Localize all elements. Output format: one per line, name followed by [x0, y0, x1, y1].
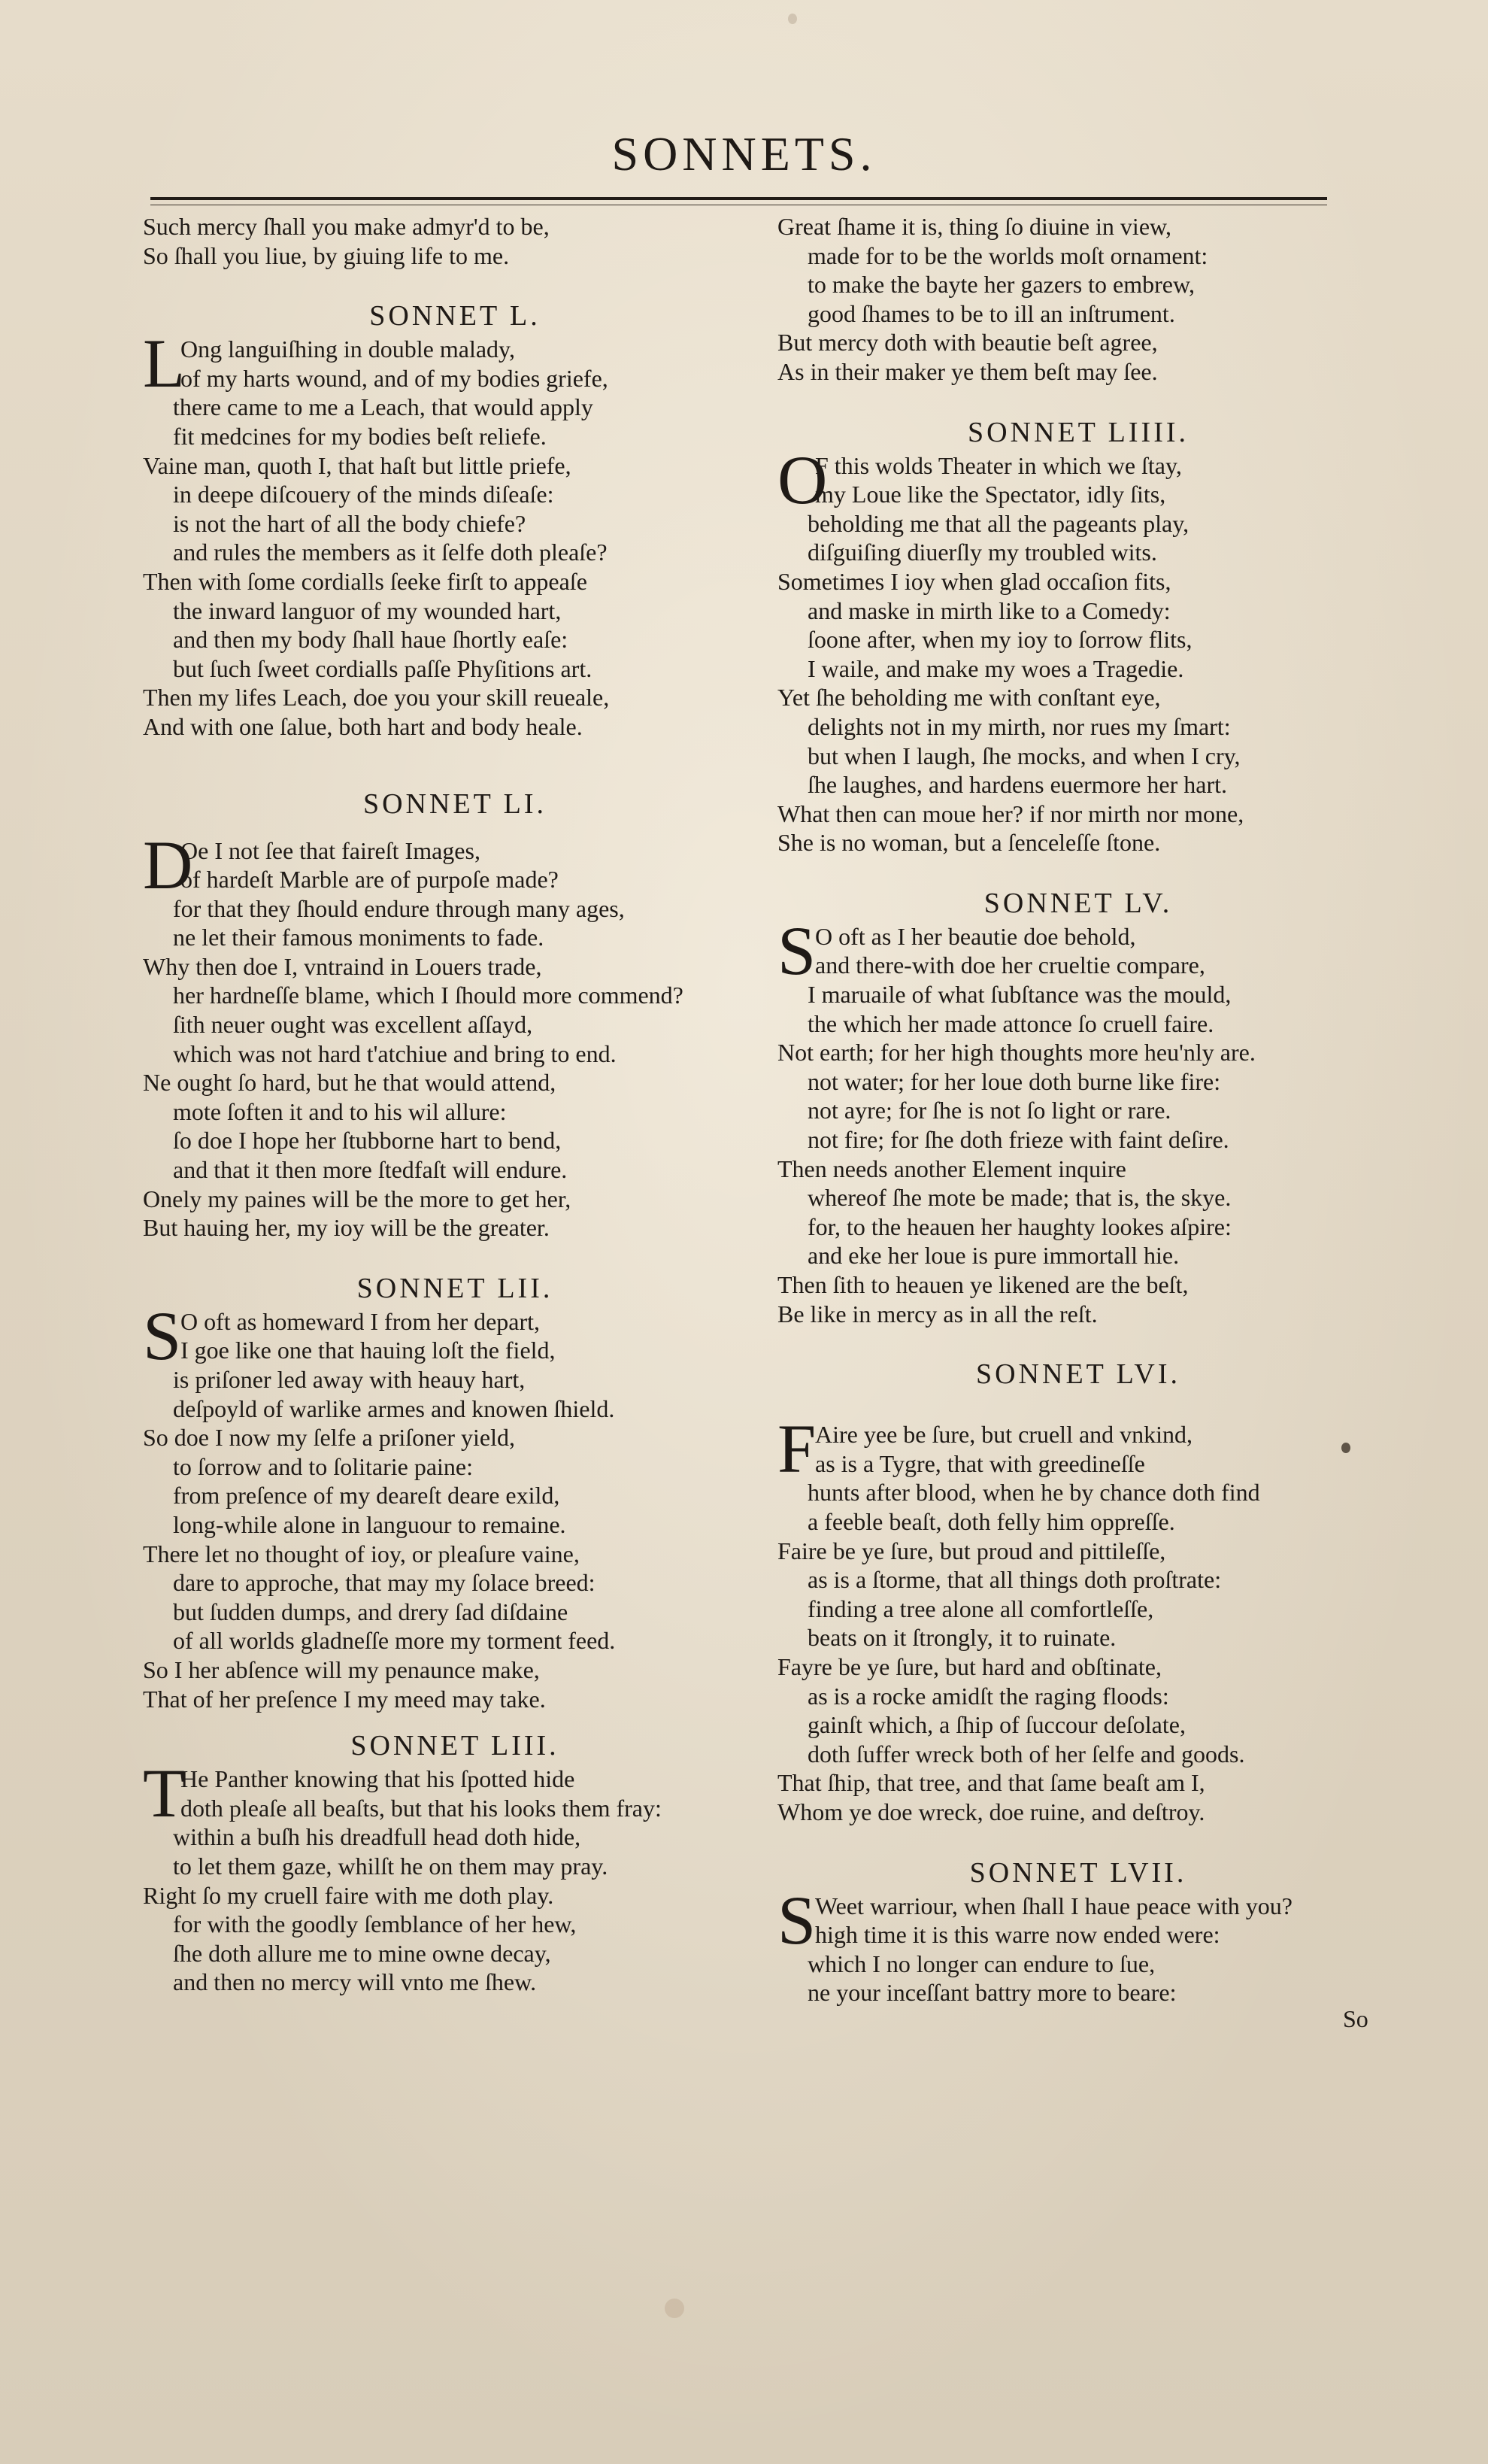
text-line: there came to me a Leach, that would apply — [173, 393, 593, 421]
text-line: doth pleaſe all beaſts, but that his looks them fray: — [180, 1794, 662, 1822]
text-line: Then ſith to heauen ye likened are the beſt, — [777, 1271, 1189, 1298]
text-line: dare to approche, that may my ſolace breed: — [173, 1569, 596, 1597]
text-line: is not the hart of all the body chiefe? — [173, 509, 526, 537]
text-line: Then needs another Element inquire — [777, 1155, 1126, 1182]
text-line: and maske in mirth like to a Comedy: — [808, 596, 1171, 624]
left-column — [143, 212, 767, 1997]
text-line: ne your inceſſant battry more to beare: — [808, 1979, 1177, 2007]
text-line: Sometimes I ioy when glad occaſion fits, — [777, 567, 1171, 595]
text-line: Fayre be ye ſure, but hard and obſtinate, — [777, 1652, 1162, 1680]
catchword: So — [1343, 2005, 1368, 2032]
text-line: and there-with doe her crueltie compare, — [815, 951, 1205, 979]
text-line: but ſudden dumps, and drery ſad diſdaine — [173, 1598, 568, 1625]
text-line: of my harts wound, and of my bodies griefe, — [180, 364, 608, 392]
text-line: not ayre; for ſhe is not ſo light or rare. — [808, 1097, 1171, 1124]
text-line: ne let their famous moniments to fade. — [173, 924, 544, 951]
sonnet-body — [777, 1881, 1379, 2007]
text-line: high time it is this warre now ended were: — [815, 1921, 1220, 1949]
text-line: not fire; for ſhe doth frieze with faint deſire. — [808, 1126, 1229, 1154]
sonnet-body — [777, 1410, 1379, 1826]
drop-cap: S — [143, 1297, 182, 1374]
text-line: I goe like one that hauing loſt the field, — [180, 1337, 556, 1364]
text-line: Such mercy ſhall you make admyr'd to be, — [143, 213, 550, 240]
text-line: But mercy doth with beautie beſt agree, — [777, 329, 1158, 357]
text-line: in deepe diſcouery of the minds diſeaſe: — [173, 481, 554, 508]
text-line: hunts after blood, when he by chance doth find — [808, 1479, 1260, 1507]
text-line: ſo doe I hope her ſtubborne hart to bend, — [173, 1127, 562, 1155]
header-rule — [150, 197, 1327, 200]
text-line: from preſence of my deareſt deare exild, — [173, 1482, 560, 1510]
text-line: to ſorrow and to ſolitarie paine: — [173, 1452, 473, 1480]
text-line: mote ſoften it and to his wil allure: — [173, 1097, 507, 1125]
text-line: O oft as I her beautie doe behold, — [815, 922, 1136, 950]
text-line: within a buſh his dreadfull head doth hide, — [173, 1823, 581, 1851]
drop-cap: L — [143, 325, 186, 402]
text-line: Yet ſhe beholding me with conſtant eye, — [777, 684, 1161, 712]
drop-cap: T — [143, 1755, 186, 1832]
text-line: beats on it ſtrongly, it to ruinate. — [808, 1624, 1117, 1652]
sonnet-title: SONNET L. — [369, 300, 541, 332]
sonnet-title: SONNET LII. — [356, 1272, 553, 1304]
sonnet-body — [143, 826, 767, 1243]
text-line: not water; for her loue doth burne like fire: — [808, 1067, 1221, 1095]
text-line: Vaine man, quoth I, that haſt but little priefe, — [143, 451, 571, 479]
text-line: Faire be ye ſure, but proud and pittileſſe, — [777, 1537, 1166, 1564]
text-line: Ne ought ſo hard, but he that would attend, — [143, 1069, 556, 1097]
text-line: long-while alone in languour to remaine. — [173, 1510, 566, 1538]
text-line: deſpoyld of warlike armes and knowen ſhield. — [173, 1394, 615, 1422]
text-line: the which her made attonce ſo cruell faire. — [808, 1009, 1214, 1037]
text-line: of all worlds gladneſſe more my torment feed. — [173, 1627, 616, 1655]
text-line: But hauing her, my ioy will be the greater. — [143, 1214, 550, 1242]
text-line: gainſt which, a ſhip of ſuccour deſolate, — [808, 1711, 1186, 1739]
text-line: for that they ſhould endure through many ages, — [173, 894, 625, 922]
drop-cap: O — [777, 441, 828, 518]
text-line: doth ſuffer wreck both of her ſelfe and goods. — [808, 1740, 1245, 1768]
text-line: Oe I not ſee that faireſt Images, — [180, 836, 480, 864]
text-line: Why then doe I, vntraind in Louers trade, — [143, 952, 542, 980]
text-line: and then no mercy will vnto me ſhew. — [173, 1968, 537, 1996]
text-line: good ſhames to be to ill an inſtrument. — [808, 299, 1175, 327]
sonnet-body — [777, 912, 1379, 1328]
text-line: That of her preſence I my meed may take. — [143, 1685, 546, 1713]
text-line: Right ſo my cruell faire with me doth play. — [143, 1881, 554, 1909]
text-line: as is a Tygre, that with greedineſſe — [815, 1449, 1145, 1477]
text-line: Ong languiſhing in double malady, — [180, 335, 515, 363]
ink-spot — [788, 14, 797, 24]
text-line: and then my body ſhall haue ſhortly eaſe: — [173, 626, 568, 654]
text-line: I waile, and make my woes a Tragedie. — [808, 654, 1184, 682]
text-line: So doe I now my ſelfe a priſoner yield, — [143, 1424, 515, 1452]
text-line: Then with ſome cordialls ſeeke firſt to appeaſe — [143, 567, 587, 595]
text-line: That ſhip, that tree, and that ſame beaſt am I, — [777, 1769, 1205, 1797]
text-line: fit medcines for my bodies beſt reliefe. — [173, 422, 547, 450]
text-line: of hardeſt Marble are of purpoſe made? — [180, 866, 559, 894]
text-line: made for to be the worlds moſt ornament: — [808, 241, 1208, 269]
text-line: Be like in mercy as in all the reſt. — [777, 1300, 1098, 1328]
text-line: but when I laugh, ſhe mocks, and when I cry, — [808, 742, 1241, 769]
text-line: her hardneſſe blame, which I ſhould more commend? — [173, 982, 683, 1009]
sonnet-title: SONNET LVI. — [975, 1358, 1181, 1391]
sonnet-title: SONNET LIII. — [350, 1730, 559, 1762]
text-line: delights not in my mirth, nor rues my ſmart: — [808, 712, 1231, 740]
text-line: for, to the heauen her haughty lookes aſpire: — [808, 1212, 1232, 1240]
text-line: What then can moue her? if nor mirth nor mone, — [777, 800, 1244, 827]
sonnet-title: SONNET LV. — [983, 887, 1173, 919]
text-line: which was not hard t'atchiue and bring to end. — [173, 1039, 617, 1067]
text-line: and rules the members as it ſelfe doth pleaſe? — [173, 539, 608, 566]
right-column — [777, 212, 1379, 2007]
text-line: finding a tree alone all comfortleſſe, — [808, 1595, 1154, 1622]
text-line: Then my lifes Leach, doe you your skill reueale, — [143, 684, 610, 712]
text-line: the inward languor of my wounded hart, — [173, 596, 562, 624]
sonnet-body — [143, 1755, 767, 1997]
text-line: O oft as homeward I from her depart, — [180, 1307, 541, 1335]
text-line: He Panther knowing that his ſpotted hide — [180, 1765, 575, 1793]
text-line: Weet warriour, when ſhall I haue peace with you? — [815, 1892, 1293, 1919]
text-line: She is no woman, but a ſenceleſſe ſtone. — [777, 829, 1161, 857]
sonnet-body — [143, 325, 767, 741]
sonnet-title: SONNET LIIII. — [967, 416, 1189, 448]
text-line: which I no longer can endure to ſue, — [808, 1950, 1156, 1977]
text-line: ſhe doth allure me to mine owne decay, — [173, 1939, 551, 1967]
text-line: ſith neuer ought was excellent aſſayd, — [173, 1011, 533, 1039]
drop-cap: S — [777, 1881, 817, 1959]
text-line: ſoone after, when my ioy to ſorrow flits, — [808, 626, 1193, 654]
sonnet-title: SONNET LI. — [362, 787, 547, 820]
text-line: to let them gaze, whilſt he on them may pray. — [173, 1852, 608, 1880]
text-line: So I her abſence will my penaunce make, — [143, 1655, 540, 1683]
text-line: Whom ye doe wreck, doe ruine, and deſtroy. — [777, 1798, 1205, 1825]
drop-cap: D — [143, 826, 193, 903]
text-line: F this wolds Theater in which we ſtay, — [815, 451, 1182, 479]
text-line: as is a rocke amidſt the raging floods: — [808, 1682, 1169, 1710]
text-line: diſguiſing diuerſly my troubled wits. — [808, 539, 1157, 566]
text-line: and that it then more ſtedfaſt will endure. — [173, 1156, 568, 1184]
sonnet-body — [143, 1297, 767, 1713]
text-line: to make the bayte her gazers to embrew, — [808, 271, 1196, 299]
sonnet-body — [777, 441, 1379, 857]
text-line: is priſoner led away with heauy hart, — [173, 1366, 526, 1393]
drop-cap: S — [777, 912, 817, 989]
text-line: for with the goodly ſemblance of her hew, — [173, 1910, 577, 1938]
text-line: but ſuch ſweet cordialls paſſe Phyſitions art. — [173, 654, 592, 682]
stain-mark — [665, 2299, 684, 2318]
text-line: a feeble beaſt, doth felly him oppreſſe. — [808, 1507, 1175, 1535]
text-line: beholding me that all the pageants play, — [808, 509, 1189, 537]
text-line: Aire yee be ſure, but cruell and vnkind, — [815, 1421, 1193, 1449]
text-line: Onely my paines will be the more to get her, — [143, 1185, 571, 1212]
text-line: So ſhall you liue, by giuing life to me. — [143, 241, 510, 269]
text-line: Not earth; for her high thoughts more heu'nly are. — [777, 1039, 1256, 1067]
text-line: and eke her loue is pure immortall hie. — [808, 1242, 1180, 1270]
text-line: whereof ſhe mote be made; that is, the skye. — [808, 1184, 1232, 1212]
text-line: And with one ſalue, both hart and body heale. — [143, 712, 583, 740]
drop-cap: F — [777, 1410, 817, 1488]
sonnet-title: SONNET LVII. — [969, 1856, 1187, 1889]
text-line: my Loue like the Spectator, idly ſits, — [815, 481, 1166, 508]
page-title: SONNETS. — [611, 127, 877, 181]
text-line: There let no thought of ioy, or pleaſure vaine, — [143, 1540, 580, 1567]
text-line: Great ſhame it is, thing ſo diuine in view, — [777, 213, 1172, 240]
text-line: As in their maker ye them beſt may ſee. — [777, 357, 1158, 385]
text-line: I maruaile of what ſubſtance was the mould, — [808, 981, 1232, 1009]
text-line: ſhe laughes, and hardens euermore her hart. — [808, 771, 1227, 799]
text-line: as is a ſtorme, that all things doth proſtrate: — [808, 1566, 1222, 1594]
